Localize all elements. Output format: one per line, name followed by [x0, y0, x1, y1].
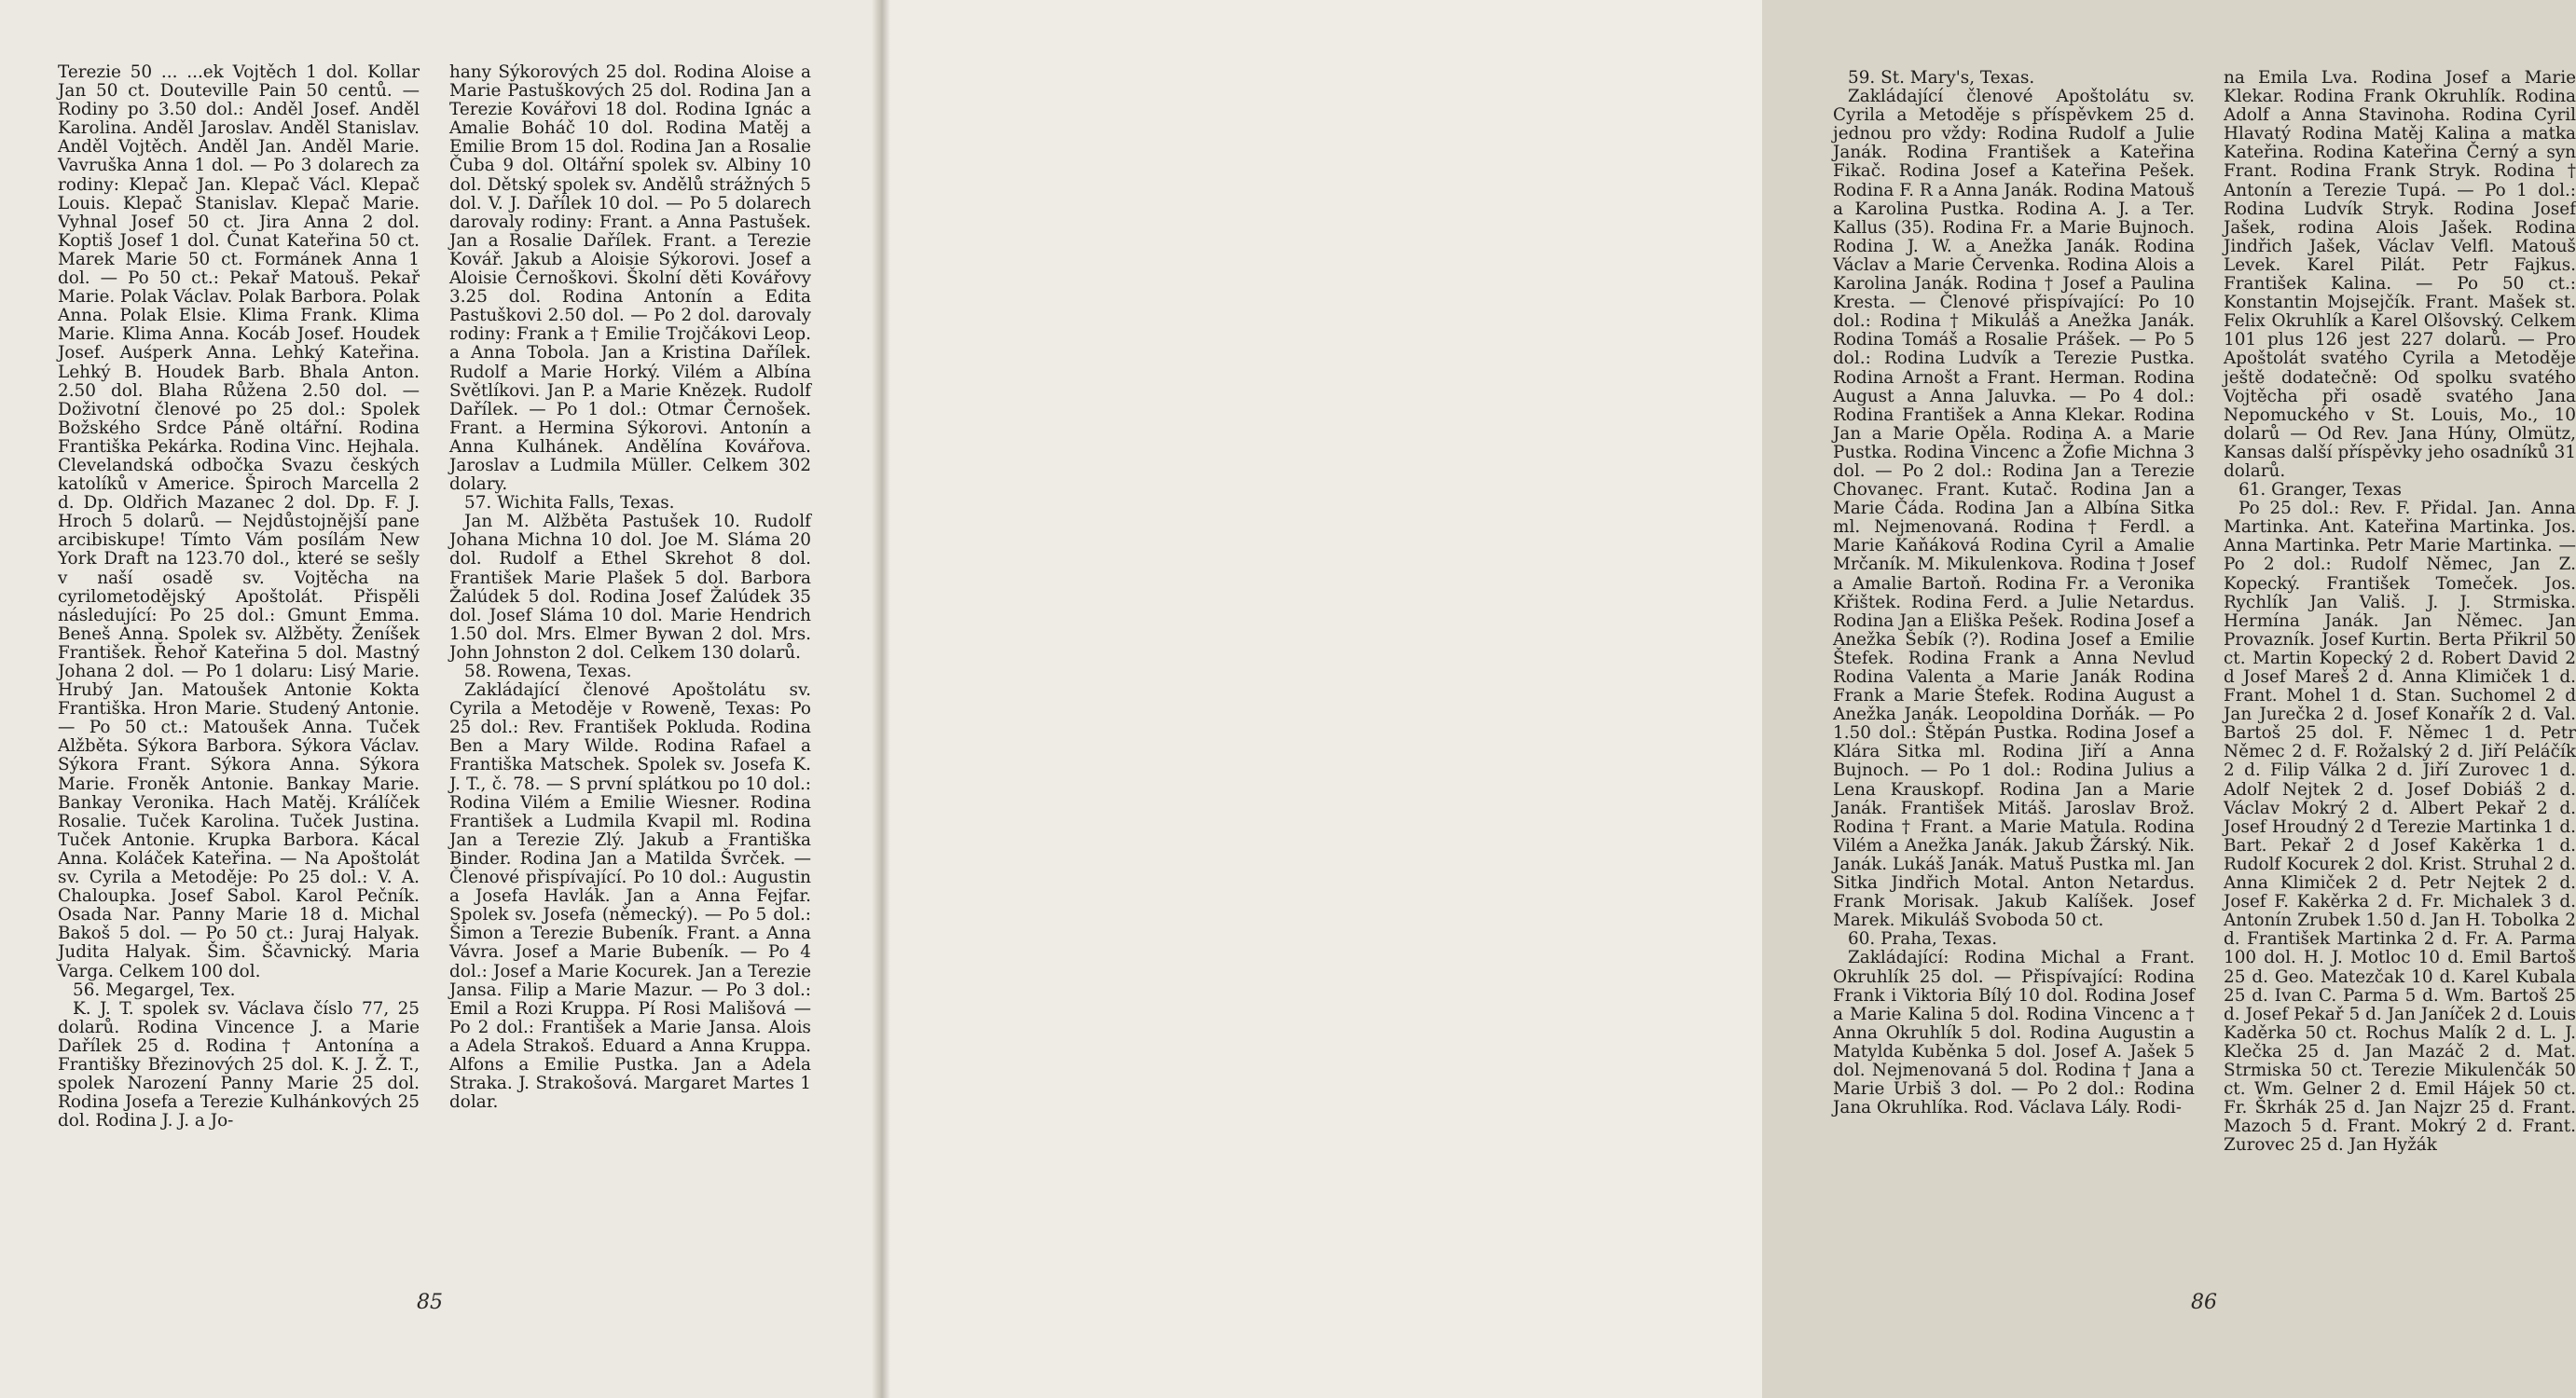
paragraph: Zakládající členové Apoštolátu sv. Cyrila a Metoděje s příspěvkem 25 d. jednou pro vždy: Rodina Rudolf a Julie Janák. Rodina František a Kateřina Fikač. Rodina Josef a Kateřina Pešek. Rodina F. R a Anna Janák. Rodina Matouš a Karolina Pustka. Rodina A. J. a Ter. Kallus (35). Rodina Fr. a Marie Bujnoch. Rodina J. W. a Anežka Janák. Rodina Václav a Marie Červenka. Rodina Alois a Karolina Janák. Rodina † Josef a Paulina Kresta. — Členové přispívající: Po 10 dol.: Rodina † Mikuláš a Anežka Janák. Rodina Tomáš a Rosalie Prášek. — Po 5 dol.: Rodina Ludvík a Terezie Pustka. Rodina Arnošt a Frant. Herman. Rodina August a Anna Jaluvka. — Po 4 dol.: Rodina František a Anna Klekar. Rodina Jan a Marie Opěla. Rodina A. a Marie Pustka. Rodina Vincenc a Žofie Michna 3 dol. — Po 2 dol.: Rodina Jan a Terezie Chovanec. Frant. Kutač. Rodina Jan a Marie Čáda. Rodina Jan a Albína Sitka ml. Nejmenovaná. Rodina † Ferdl. a Marie Kaňáková Rodina Cyril a Amalie Mrčaník. M. Mikulenkova. Rodina † Josef a Amalie Bartoň. Rodina Fr. a Veronika Křištek. Rodina Ferd. a Julie Netardus. Rodina Jan a Eliška Pešek. Rodina Josef a Anežka Šebík (?). Rodina Josef a Emilie Štefek. Rodina Frank a Anna Nevlud Rodina Valenta a Marie Janák Rodina Frank a Marie Štefek. Rodina August a Anežka Janák. Leopoldina Dorňák. — Po 1.50 dol.: Štěpán Pustka. Rodina Josef a Klára Sitka ml. Rodina Jiří a Anna Bujnoch. — Po 1 dol.: Rodina Julius a Lena Krauskopf. Rodina Jan a Marie Janák. František Mitáš. Jaroslav Brož. Rodina † Frant. a Marie Matula. Rodina Vilém a Anežka Janák. Jakub Žárský. Nik. Janák. Lukáš Janák. Matuš Pustka ml. Jan Sitka Jindřich Motal. Anton Netardus. Frank Morisak. Jakub Kalíšek. Josef Marek. Mikuláš Svoboda 50 ct. [1833, 87, 2195, 931]
book-gutter [872, 0, 890, 1398]
section-heading: 57. Wichita Falls, Texas. [464, 493, 675, 514]
left-page-column-2 [449, 63, 811, 1303]
paragraph: Po 25 dol.: Rev. F. Přidal. Jan. Anna Martinka. Ant. Kateřina Martinka. Jos. Anna Martinka. Petr Marie Martinka. — Po 2 dol.: Rudolf Němec, Jan Z. Kopecký. František Tomeček. Jos. Rychlík Jan Vališ. J. J. Strmiska. Hermína Janák. Jan Němec. Jan Provazník. Josef Kurtin. Berta Přikril 50 ct. Martin Kopecký 2 d. Robert David 2 d Josef Mareš 2 d. Anna Klimiček 1 d. Frant. Mohel 1 d. Stan. Suchomel 2 d Jan Jurečka 2 d. Josef Konařík 2 d. Val. Bartoš 25 dol. F. Němec 1 d. Petr Němec 2 d. F. Rožalský 2 d. Jiří Peláčík 2 d. Filip Válka 2 d. Jiří Zurovec 1 d. Adolf Nejtek 2 d. Josef Dobiáš 2 d. Václav Mokrý 2 d. Albert Pekař 2 d. Josef Hroudný 2 d Terezie Martinka 1 d. Bart. Pekař 2 d Josef Kakěrka 1 d. Rudolf Kocurek 2 dol. Krist. Struhal 2 d. Anna Klimiček 2 d. Petr Nejtek 2 d. Josef F. Kakěrka 2 d. Fr. Michalek 3 d. Antonín Zrubek 1.50 d. Jan H. Tobolka 2 d. František Martinka 2 d. Fr. A. Parma 100 dol. H. J. Motloc 10 d. Emil Bartoš 25 d. Geo. Matezčak 10 d. Karel Kubala 25 d. Ivan C. Parma 5 d. Wm. Bartoš 25 d. Josef Pekař 5 d. Jan Janíček 2 d. Louis Kaděrka 50 ct. Rochus Malík 2 d. L. J. Klečka 25 d. Jan Mazáč 2 d. Mat. Strmiska 50 ct. Terezie Mikulenčák 50 ct. Wm. Gelner 2 d. Emil Hájek 50 ct. Fr. Škrhák 25 d. Jan Najzr 25 d. Frant. Mazoch 5 d. Frant. Mokrý 2 d. Frant. Zurovec 25 d. Jan Hyžák [2224, 499, 2576, 1156]
page-number: 86 [2191, 1291, 2217, 1314]
paragraph: Zakládající: Rodina Michal a Frant. Okruhlík 25 dol. — Přispívající: Rodina Frank i Viktoria Bílý 10 dol. Rodina Josef a Marie Kalina 5 dol. Rodina Vincenc a † Anna Okruhlík 5 dol. Rodina Augustin a Matylda Kuběnka 5 dol. Josef A. Jašek 5 dol. Nejmenovaná 5 dol. Rodina † Jana a Marie Urbiš 3 dol. — Po 2 dol.: Rodina Jana Okruhlíka. Rod. Václava Lály. Rodi- [1833, 948, 2195, 1118]
left-page [0, 0, 881, 1398]
paragraph: Jan M. Alžběta Pastušek 10. Rudolf Johana Michna 10 dol. Joe M. Sláma 20 dol. Rudolf a Ethel Skrehot 8 dol. František Marie Plašek 5 dol. Barbora Žalúdek 5 dol. Rodina Josef Žalúdek 35 dol. Josef Sláma 10 dol. Marie Hendrich 1.50 dol. Mrs. Elmer Bywan 2 dol. Mrs. John Johnston 2 dol. Celkem 130 dolarů. [449, 512, 811, 663]
section-heading: 60. Praha, Texas. [1848, 929, 1998, 950]
page-number: 85 [417, 1291, 443, 1314]
section-heading: 58. Rowena, Texas. [464, 662, 632, 681]
right-page-column-2 [2224, 69, 2576, 1309]
section-heading: 61. Granger, Texas [2239, 480, 2402, 500]
paragraph: K. J. T. spolek sv. Václava číslo 77, 25 dolarů. Rodina Vincence J. a Marie Dařílek 25 d. Rodina † Antonína a Františky Březinových 25 dol. K. J. Ž. T., spolek Narození Panny Marie 25 dol. Rodina Josefa a Terezie Kulhánkových 25 dol. Rodina J. J. a Jo- [58, 998, 420, 1131]
paragraph: na Emila Lva. Rodina Josef a Marie Klekar. Rodina Frank Okruhlík. Rodina Adolf a Anna Stavinoha. Rodina Cyril Hlavatý Rodina Matěj Kalina a matka Kateřina. Rodina Kateřina Černý a syn Frant. Rodina Frank Stryk. Rodina † Antonín a Terezie Tupá. — Po 1 dol.: Rodina Ludvík Stryk. Rodina Josef Jašek, rodina Alois Jašek. Rodina Jindřich Jašek, Václav Velfl. Matouš Levek. Karel Pilát. Petr Fajkus. František Kalina. — Po 50 ct.: Konstantin Mojsejčík. Frant. Mašek st. Felix Okruhlík a Karel Olšovský. Celkem 101 plus 126 jest 227 dolarů. — Pro Apoštolát svatého Cyrila a Metoděje ještě dodatečně: Od spolku svatého Vojtěcha při osadě svatého Jana Nepomuckého v St. Louis, Mo., 10 dolarů — Od Rev. Jana Húny, Olmütz, Kansas další příspěvky jeho osadníků 31 dolarů. [2224, 68, 2576, 481]
paragraph: Terezie 50 ... ...ek Vojtěch 1 dol. Kollar Jan 50 ct. Douteville Pain 50 centů. — Rodiny po 3.50 dol.: Anděl Josef. Anděl Karolina. Anděl Jaroslav. Anděl Stanislav. Anděl Vojtěch. Anděl Jan. Anděl Marie. Vavruška Anna 1 dol. — Po 3 dolarech za rodiny: Klepač Jan. Klepač Václ. Klepač Louis. Klepač Stanislav. Klepač Marie. Vyhnal Josef 50 ct. Jira Anna 2 dol. Koptiš Josef 1 dol. Čunat Kateřina 50 ct. Marek Marie 50 ct. Formánek Anna 1 dol. — Po 50 ct.: Pekař Matouš. Pekař Marie. Polak Václav. Polak Barbora. Polak Anna. Polak Elsie. Klima Frank. Klima Marie. Klima Anna. Kocáb Josef. Houdek Josef. Auśperk Anna. Lehký Kateřina. Lehký B. Houdek Barb. Bhala Anton. 2.50 dol. Blaha Růžena 2.50 dol. — Doživotní členové po 25 dol.: Spolek Božského Srdce Páně oltářní. Rodina Františka Pekárka. Rodina Vinc. Hejhala. Clevelandská odbočka Svazu českých katolíků v Americe. Špiroch Marcella 2 d. Dp. Oldřich Mazanec 2 dol. Dp. F. J. Hroch 5 dolarů. — Nejdůstojnější pane arcibiskupe! Tímto Vám posílám New York Draft na 123.70 dol., které se sešly v naší osadě sv. Vojtěcha na cyrilometodějský Apoštolát. Přispěli následující: Po 25 dol.: Gmunt Emma. Beneš Anna. Spolek sv. Alžběty. Ženíšek František. Řehoř Kateřina 5 dol. Mastný Johana 2 dol. — Po 1 dolaru: Lisý Marie. Hrubý Jan. Matoušek Antonie Kokta Františka. Hron Marie. Studený Antonie. — Po 50 ct.: Matoušek Anna. Tuček Alžběta. Sýkora Barbora. Sýkora Václav. Sýkora Frant. Sýkora Anna. Sýkora Marie. Froněk Antonie. Bankay Marie. Bankay Veronika. Hach Matěj. Králíček Rosalie. Tuček Karolina. Tuček Justina. Tuček Antonie. Krupka Barbora. Kácal Anna. Koláček Kateřina. — Na Apoštolát sv. Cyrila a Metoděje: Po 25 dol.: V. A. Chaloupka. Josef Sabol. Karol Pečník. Osada Nar. Panny Marie 18 d. Michal Bakoš 5 dol. — Po 50 ct.: Juraj Halyak. Judita Halyak. Šim. Ščavnický. Maria Varga. Celkem 100 dol. [58, 62, 420, 981]
right-page-column-1 [1833, 69, 2195, 1309]
left-page-column-1 [58, 63, 420, 1303]
paragraph: Zakládající členové Apoštolátu sv. Cyrila a Metoděje v Roweně, Texas: Po 25 dol.: Rev. František Pokluda. Rodina Ben a Mary Wilde. Rodina Rafael a Františka Matschek. Spolek sv. Josefa K. J. T., č. 78. — S první splátkou po 10 dol.: Rodina Vilém a Emilie Wiesner. Rodina František a Ludmila Kvapil ml. Rodina Jan a Terezie Zlý. Jakub a Františka Binder. Rodina Jan a Matilda Švrček. — Členové přispívající. Po 10 dol.: Augustin a Josefa Havlák. Jan a Anna Fejfar. Spolek sv. Josefa (německý). — Po 5 dol.: Šimon a Terezie Bubeník. Frant. a Anna Vávra. Josef a Marie Bubeník. — Po 4 dol.: Josef a Marie Kocurek. Jan a Terezie Jansa. Filip a Marie Mazur. — Po 3 dol.: Emil a Rozi Kruppa. Pí Rosi Mališová — Po 2 dol.: František a Marie Jansa. Alois a Adela Strakoš. Eduard a Anna Kruppa. Alfons a Emilie Pustka. Jan a Adela Straka. J. Strakošová. Margaret Martes 1 dolar. [449, 680, 811, 1113]
section-heading: 59. St. Mary's, Texas. [1848, 68, 2035, 88]
paragraph: hany Sýkorových 25 dol. Rodina Aloise a Marie Pastuškových 25 dol. Rodina Jan a Terezie Kovářovi 18 dol. Rodina Ignác a Amalie Boháč 10 dol. Rodina Matěj a Emilie Brom 15 dol. Rodina Jan a Rosalie Čuba 9 dol. Oltářní spolek sv. Albiny 10 dol. Dětský spolek sv. Andělů strážných 5 dol. V. J. Dařílek 10 dol. — Po 5 dolarech darovaly rodiny: Frant. a Anna Pastušek. Jan a Rosalie Dařílek. Frant. a Terezie Kovář. Jakub a Aloisie Sýkorovi. Josef a Aloisie Černoškovi. Školní děti Kovářovy 3.25 dol. Rodina Antonín a Edita Pastuškovi 2.50 dol. — Po 2 dol. darovaly rodiny: Frank a † Emilie Trojčákovi Leop. a Anna Tobola. Jan a Kristina Dařílek. Rudolf a Marie Horký. Vilém a Albína Světlíkovi. Jan P. a Marie Knězek. Rudolf Dařílek. — Po 1 dol.: Otmar Černošek. Frant. a Hermina Sýkorovi. Antonín a Anna Kulhánek. Andělína Kovářova. Jaroslav a Ludmila Müller. Celkem 302 dolary. [449, 62, 811, 495]
section-heading: 56. Megargel, Tex. [73, 980, 236, 1000]
right-page [881, 0, 2576, 1398]
